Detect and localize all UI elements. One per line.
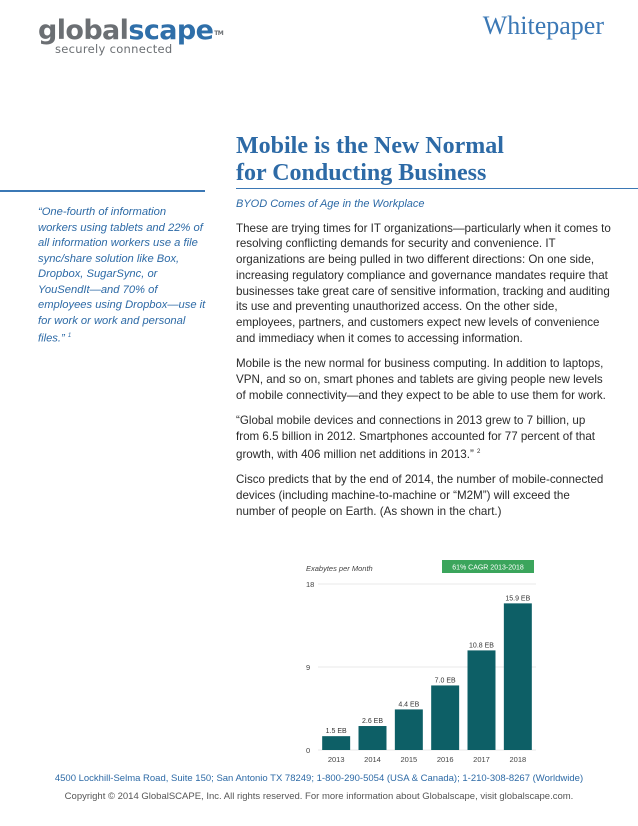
chart-badge-label: 61% CAGR 2013-2018 (452, 564, 524, 572)
data-label: 4.4 EB (398, 701, 420, 709)
pull-quote (38, 205, 208, 347)
title-divider (236, 188, 638, 189)
pull-quote-footnote: 1 (67, 333, 72, 339)
article-body (236, 197, 611, 530)
quote-paragraph-text: “Global mobile devices and connections in 2013 grew to 7 billion, up from 6.5 billion in 2012. Smartphones accounted for 77 percent of that growth, with 406 million net additions in 2013.” (236, 414, 595, 461)
exabytes-bar-chart (296, 552, 542, 768)
chart-title: Exabytes per Month (306, 564, 373, 573)
logo-word-scape: scape (128, 15, 214, 46)
paragraph-1: These are trying times for IT organizations—particularly when it comes to resolving conflicting demands for security and convenience. IT organizations are being pulled in two different directions: On one side, increasing regulatory compliance and governance mandates require that businesses take great care of sensitive information, tracking and auditing its use and preventing unauthorized access. On the other side, employees, partners, and customers expect new levels of convenience and immediacy when it comes to accessing information. (236, 221, 611, 345)
closing-paragraph: Cisco predicts that by the end of 2014, the number of mobile-connected devices (including machine-to-machine or “M2M”) will exceed the number of people on Earth. (As shown in the chart.) (236, 473, 604, 518)
page-title-line-1: Mobile is the New Normal (236, 133, 504, 159)
x-tick-label: 2018 (509, 755, 527, 764)
y-tick-label: 18 (306, 580, 315, 589)
bar (395, 709, 423, 750)
data-label: 1.5 EB (325, 728, 347, 736)
paragraph-2: Mobile is the new normal for business computing. In addition to laptops, VPN, and so on, smart phones and tablets are giving people new levels of mobile connectivity—and they expect to be able to use them for work. (236, 357, 606, 402)
bar (359, 726, 387, 750)
y-tick-label: 9 (306, 663, 311, 672)
x-tick-label: 2016 (436, 755, 454, 764)
bar (468, 650, 496, 750)
logo-tagline: securely connected (55, 42, 173, 56)
chart-canvas (296, 552, 542, 768)
quote-footnote: 2 (477, 448, 481, 455)
pull-quote-text: “One-fourth of information workers using tablets and 22% of all information workers use a file sync/share solution like Box, Dropbox, SugarSync, or YouSendIt—and 70% of employees using Dropbox—use it for work or work and personal files.” (38, 206, 206, 345)
bar (322, 736, 350, 750)
y-tick-label: 0 (306, 746, 311, 755)
sidebar-divider (0, 190, 205, 192)
document-type-label: Whitepaper (482, 11, 604, 40)
data-label: 15.9 EB (505, 595, 531, 603)
data-label: 2.6 EB (361, 718, 384, 726)
bar (504, 603, 532, 750)
data-label: 7.0 EB (434, 677, 456, 685)
trademark-mark: TM (214, 30, 224, 37)
quote-paragraph (236, 413, 611, 462)
globalscape-logo (38, 16, 223, 56)
footer-copyright: Copyright © 2014 GlobalSCAPE, Inc. All rights reserved. For more information about Globalscape, visit globalscape.com. (64, 791, 574, 802)
section-subheading: BYOD Comes of Age in the Workplace (236, 198, 425, 210)
x-tick-label: 2015 (400, 755, 418, 764)
logo-word-global: global (38, 15, 129, 46)
footer-address: 4500 Lockhill-Selma Road, Suite 150; San Antonio TX 78249; 1-800-290-5054 (USA & Canada); 1-210-308-8267 (Worldwide) (54, 773, 584, 784)
page-title-line-2: for Conducting Business (236, 160, 487, 186)
data-label: 10.8 EB (469, 642, 494, 650)
x-tick-label: 2014 (364, 755, 381, 764)
bar (431, 685, 459, 750)
page-title (236, 133, 576, 187)
x-tick-label: 2017 (473, 755, 490, 764)
x-tick-label: 2013 (327, 755, 345, 764)
